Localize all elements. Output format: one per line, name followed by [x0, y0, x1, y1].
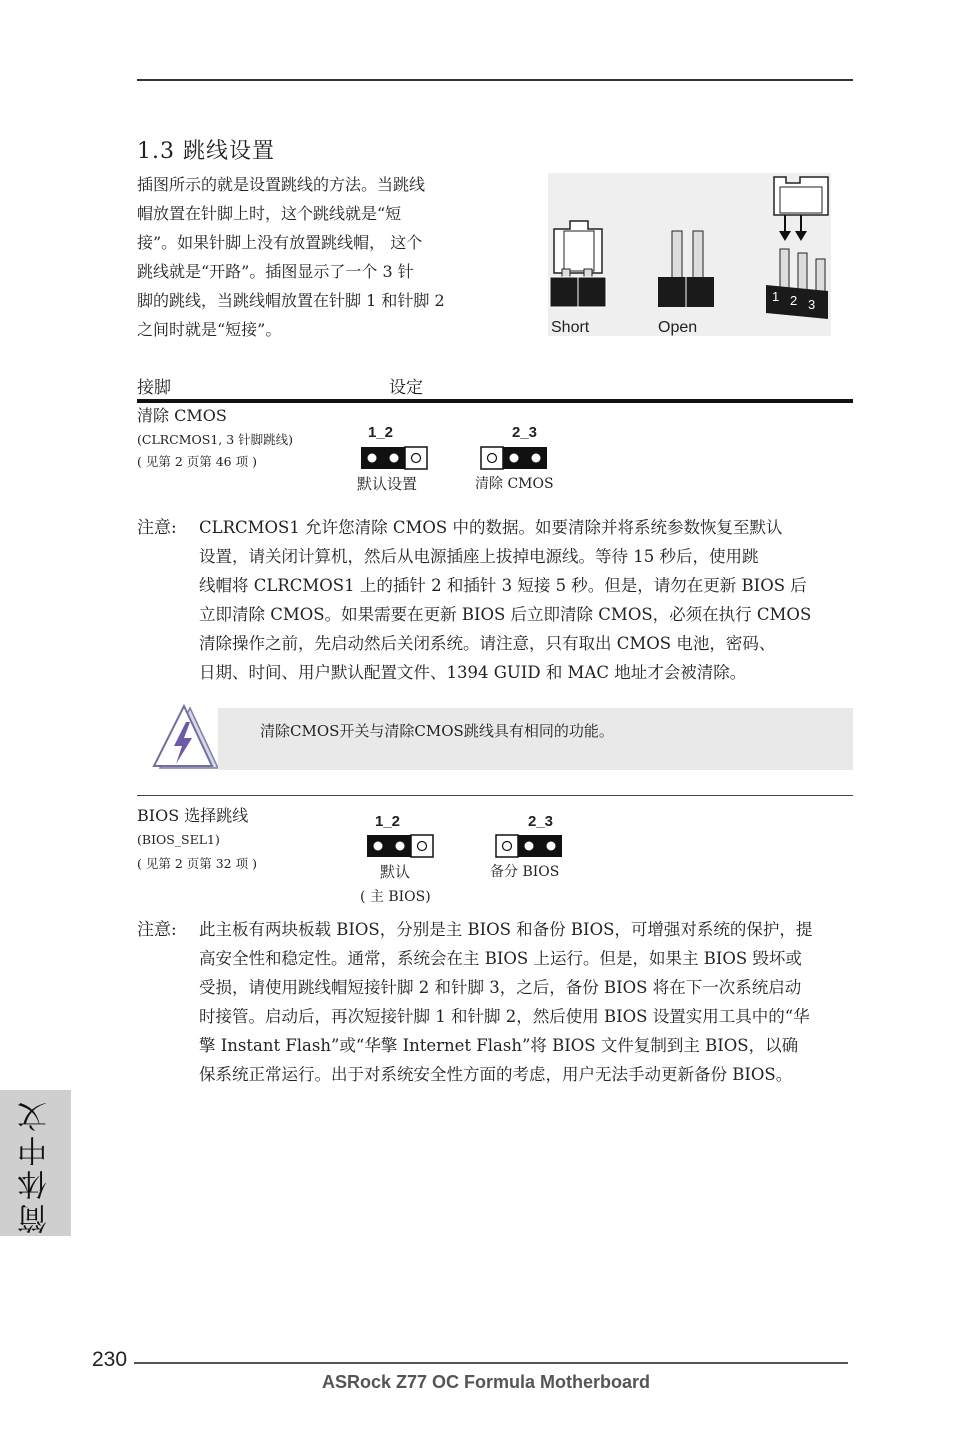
- warning-box: [218, 708, 853, 770]
- clrcmos-name: 清除 CMOS: [137, 406, 227, 425]
- clrcmos-opt2-caption: 清除 CMOS: [475, 476, 554, 492]
- table-header-rule: [137, 399, 853, 403]
- open-label: Open: [658, 319, 698, 336]
- note2-line: 保系统正常运行。出于对系统安全性方面的考虑，用户无法手动更新备份 BIOS。: [199, 1065, 793, 1084]
- pin-number-2: 2: [790, 293, 798, 308]
- intro-line: 接”。如果针脚上没有放置跳线帽， 这个: [137, 233, 423, 252]
- bios-section-rule: [137, 795, 853, 796]
- note2-line: 时接管。启动后，再次短接针脚 1 和针脚 2，然后使用 BIOS 设置实用工具中的“华: [199, 1007, 810, 1026]
- bios-opt1-pins: 1_2: [375, 813, 401, 830]
- clrcmos-jumper-1-2: [360, 446, 428, 470]
- top-rule: [137, 79, 853, 81]
- bios-jumper-1-2: [366, 834, 434, 858]
- note2-line: 擎 Instant Flash”或“华擎 Internet Flash”将 BIOS 文件复制到主 BIOS，以确: [199, 1036, 799, 1055]
- language-side-tab-label: 简体中文: [18, 1098, 53, 1234]
- note1-line: 日期、时间、用户默认配置文件、1394 GUID 和 MAC 地址才会被清除。: [199, 663, 747, 682]
- note2-body: [199, 915, 853, 1089]
- clrcmos-opt2-pins: 2_3: [512, 424, 538, 441]
- section-title: 1.3 跳线设置: [137, 139, 275, 164]
- short-label: Short: [551, 319, 590, 336]
- note2-line: 受损，请使用跳线帽短接针脚 2 和针脚 3，之后，备份 BIOS 将在下一次系统启动: [199, 978, 802, 997]
- note1-line: CLRCMOS1 允许您清除 CMOS 中的数据。如要清除并将系统参数恢复至默认: [199, 518, 783, 537]
- open-jumper-graphic: [658, 231, 714, 307]
- bios-opt1-sub: ( 主 BIOS): [360, 889, 431, 905]
- short-jumper-graphic: [550, 221, 606, 307]
- note2-line: 高安全性和稳定性。通常，系统会在主 BIOS 上运行。但是，如果主 BIOS 毁坏或: [199, 949, 802, 968]
- note1-line: 设置，请关闭计算机，然后从电源插座上拔掉电源线。等待 15 秒后，使用跳: [199, 547, 759, 566]
- note1-line: 立即清除 CMOS。如果需要在更新 BIOS 后立即清除 CMOS，必须在执行 CMOS: [199, 605, 812, 624]
- language-side-tab: [0, 1090, 71, 1236]
- bios-jumper-2-3: [495, 834, 563, 858]
- intro-line: 插图所示的就是设置跳线的方法。当跳线: [137, 175, 426, 194]
- pin-number-3: 3: [808, 297, 816, 312]
- bios-opt2-pins: 2_3: [528, 813, 554, 830]
- intro-line: 之间时就是“短接”。: [137, 320, 282, 339]
- clrcmos-opt1-caption: 默认设置: [357, 475, 418, 493]
- col-pin-header: 接脚: [137, 378, 171, 398]
- clrcmos-jumper-2-3: [480, 446, 548, 470]
- footer-rule: [134, 1362, 848, 1364]
- bios-sel-name: BIOS 选择跳线: [137, 806, 249, 825]
- warning-icon: [150, 702, 222, 772]
- bios-opt1-caption: 默认: [380, 863, 411, 881]
- note2-line: 此主板有两块板载 BIOS，分别是主 BIOS 和备份 BIOS，可增强对系统的保护，提: [199, 920, 813, 939]
- intro-line: 脚的跳线，当跳线帽放置在针脚 1 和针脚 2: [137, 291, 445, 310]
- three-pin-jumper-graphic: [766, 177, 828, 319]
- note2-label: 注意:: [137, 920, 177, 940]
- clrcmos-detail: (CLRCMOS1, 3 针脚跳线): [137, 432, 294, 447]
- bios-sel-detail: (BIOS_SEL1): [137, 832, 220, 847]
- clrcmos-opt1-pins: 1_2: [368, 424, 394, 441]
- bios-sel-ref: ( 见第 2 页第 32 项 ): [137, 856, 257, 871]
- note1-body: [199, 513, 853, 687]
- jumper-illustration: [548, 173, 831, 336]
- pin-number-1: 1: [772, 289, 780, 304]
- page-number: 230: [92, 1348, 128, 1371]
- clrcmos-ref: ( 见第 2 页第 46 项 ): [137, 454, 257, 469]
- intro-paragraph: [137, 170, 502, 344]
- footer-title: ASRock Z77 OC Formula Motherboard: [322, 1372, 651, 1392]
- note1-label: 注意:: [137, 518, 177, 538]
- col-setting-header: 设定: [389, 378, 423, 398]
- intro-line: 帽放置在针脚上时，这个跳线就是“短: [137, 204, 402, 223]
- note1-line: 线帽将 CLRCMOS1 上的插针 2 和插针 3 短接 5 秒。但是，请勿在更新 BIOS 后: [199, 576, 807, 595]
- intro-line: 跳线就是“开路”。插图显示了一个 3 针: [137, 262, 414, 281]
- warning-text: 清除CMOS开关与清除CMOS跳线具有相同的功能。: [260, 722, 614, 740]
- note1-line: 清除操作之前，先启动然后关闭系统。请注意，只有取出 CMOS 电池，密码、: [199, 634, 776, 653]
- bios-opt2-caption: 备分 BIOS: [490, 864, 560, 880]
- jumper-illustration-svg: [548, 173, 831, 336]
